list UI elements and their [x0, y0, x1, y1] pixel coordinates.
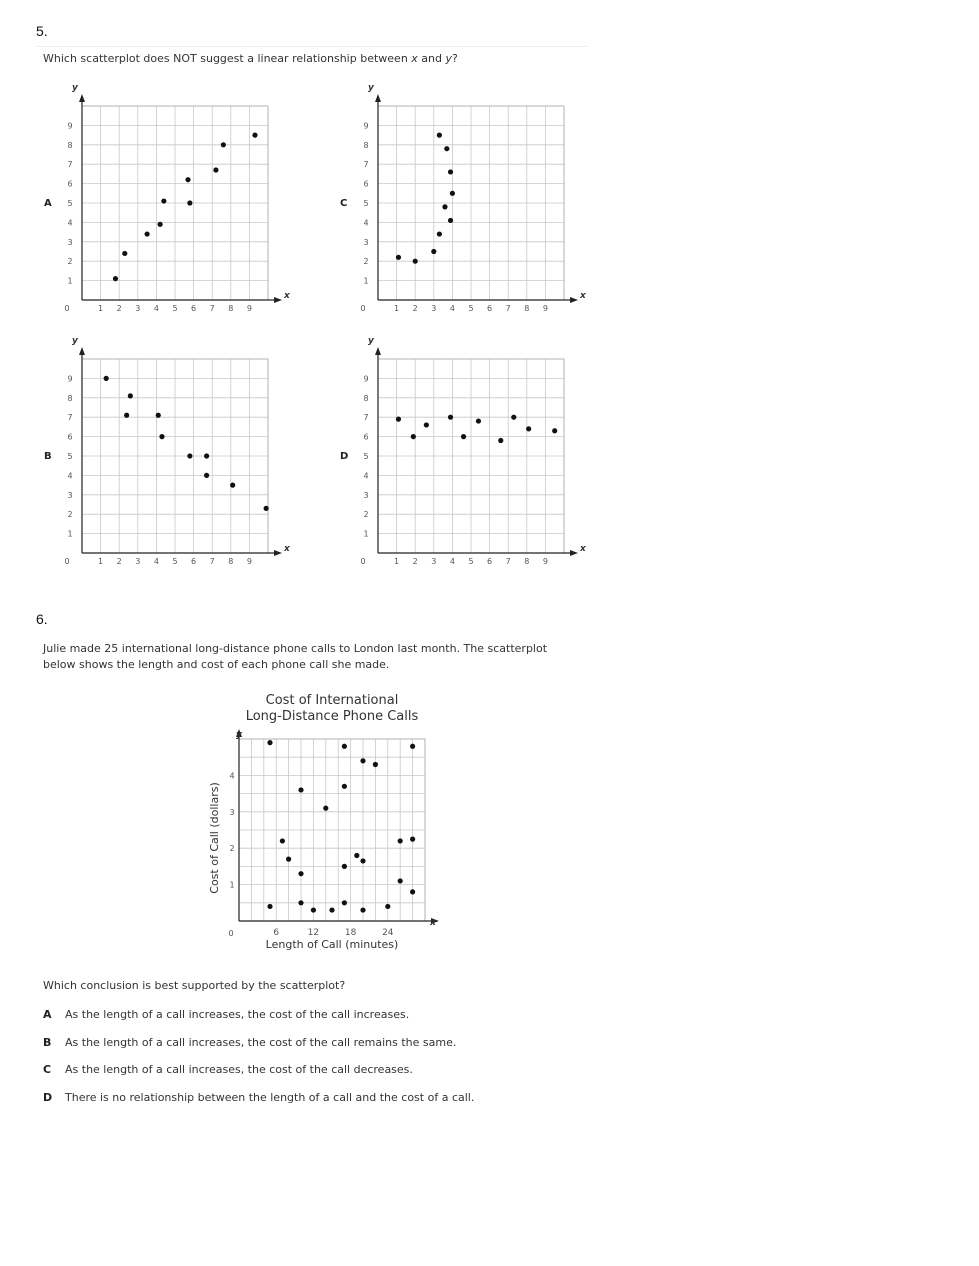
- y-tick-label: 4: [363, 218, 369, 228]
- data-point: [128, 393, 133, 398]
- y-tick-label: 2: [229, 844, 235, 854]
- choice-text: As the length of a call increases, the cost of the call remains the same.: [65, 1035, 457, 1049]
- data-point: [122, 251, 127, 256]
- data-point: [360, 858, 365, 863]
- data-point: [267, 904, 272, 909]
- y-tick-label: 8: [67, 393, 73, 403]
- x-tick-label: 2: [412, 557, 418, 566]
- x-axis-label: x: [580, 544, 586, 554]
- x-axis-arrow-icon: [570, 550, 578, 556]
- data-point: [298, 871, 303, 876]
- y-axis-label: y: [368, 336, 374, 346]
- data-point: [298, 787, 303, 792]
- y-tick-label: 9: [67, 121, 73, 131]
- data-point: [280, 838, 285, 843]
- x-tick-label: 24: [382, 928, 394, 938]
- y-tick-label: 3: [67, 490, 73, 500]
- question-5-prompt: Which scatterplot does NOT suggest a linear relationship between x and y?: [43, 52, 458, 65]
- x-tick-label: 5: [468, 304, 474, 313]
- data-point: [145, 231, 150, 236]
- y-tick-label: 1: [229, 880, 235, 890]
- answer-choice-b[interactable]: [43, 1036, 474, 1064]
- x-tick-label: 7: [209, 304, 215, 313]
- y-tick-label: 6: [67, 432, 73, 442]
- data-point: [396, 417, 401, 422]
- data-point: [448, 415, 453, 420]
- y-tick-label: 3: [67, 237, 73, 247]
- data-point: [511, 415, 516, 420]
- y-tick-label: 7: [363, 413, 369, 423]
- panel-label-a: A: [44, 198, 52, 209]
- choice-letter: A: [43, 1008, 52, 1021]
- x-tick-label: 12: [307, 928, 320, 938]
- x-tick-label: 5: [172, 557, 178, 566]
- y-tick-label: 2: [363, 257, 369, 267]
- data-point: [342, 744, 347, 749]
- data-point: [398, 878, 403, 883]
- x-tick-label: 18: [344, 928, 357, 938]
- x-tick-label: 6: [191, 557, 197, 566]
- x-tick-label: 8: [228, 304, 234, 313]
- x-axis-label: x: [580, 291, 586, 301]
- data-point: [104, 376, 109, 381]
- data-point: [204, 473, 209, 478]
- data-point: [552, 428, 557, 433]
- question-number-6: 6.: [36, 611, 48, 627]
- data-point: [161, 198, 166, 203]
- data-point: [252, 133, 257, 138]
- y-tick-label: 7: [363, 160, 369, 170]
- x-tick-label: 0: [64, 557, 70, 566]
- y-tick-label: 2: [67, 257, 73, 267]
- data-point: [413, 259, 418, 264]
- data-point: [156, 413, 161, 418]
- y-tick-label: 4: [67, 218, 73, 228]
- data-point: [360, 758, 365, 763]
- x-tick-label: 0: [64, 304, 70, 313]
- x-tick-label: 2: [116, 557, 122, 566]
- x-tick-label: 4: [153, 557, 159, 566]
- x-tick-label: 3: [135, 304, 141, 313]
- data-point: [298, 900, 303, 905]
- y-axis-title: Cost of Call (dollars): [208, 782, 221, 894]
- answer-choice-c[interactable]: [43, 1063, 474, 1091]
- question-number-5: 5.: [36, 23, 48, 39]
- y-tick-label: 8: [67, 140, 73, 150]
- data-point: [113, 276, 118, 281]
- data-point: [373, 762, 378, 767]
- answer-choices: [43, 1008, 474, 1118]
- data-point: [498, 438, 503, 443]
- x-tick-label: 5: [468, 557, 474, 566]
- y-tick-label: 7: [67, 160, 73, 170]
- data-point: [398, 838, 403, 843]
- data-point: [396, 255, 401, 260]
- x-tick-label: 4: [449, 557, 455, 566]
- data-point: [411, 434, 416, 439]
- choice-letter: C: [43, 1063, 52, 1076]
- choice-letter: B: [43, 1035, 52, 1049]
- data-point: [448, 169, 453, 174]
- y-tick-label: 1: [67, 276, 73, 286]
- x-tick-label: 3: [431, 304, 437, 313]
- choice-text: There is no relationship between the length of a call and the cost of a call.: [65, 1090, 475, 1104]
- y-tick-label: 2: [67, 510, 73, 520]
- data-point: [410, 837, 415, 842]
- x-tick-label: 6: [273, 928, 280, 938]
- x-tick-label: 7: [505, 304, 511, 313]
- data-point: [442, 204, 447, 209]
- x-axis-label: x: [284, 291, 290, 301]
- y-axis-arrow-icon: [375, 94, 381, 102]
- y-tick-label: 5: [363, 199, 369, 208]
- question-6-stem: Which conclusion is best supported by the scatterplot?: [43, 979, 346, 992]
- x-tick-label: 0: [360, 557, 366, 566]
- panel-label-b: B: [44, 451, 52, 462]
- x-tick-label: 3: [431, 557, 437, 566]
- x-tick-label: 6: [487, 304, 493, 313]
- y-tick-label: 1: [363, 529, 369, 539]
- panel-label-c: C: [340, 198, 348, 209]
- y-tick-label: 4: [363, 471, 369, 481]
- x-tick-label: 3: [135, 557, 141, 566]
- y-tick-label: 6: [67, 179, 73, 189]
- y-tick-label: 8: [363, 393, 369, 403]
- data-point: [204, 453, 209, 458]
- x-tick-label: 4: [153, 304, 159, 313]
- data-point: [221, 142, 226, 147]
- x-tick-label: 5: [172, 304, 178, 313]
- x-tick-label: 2: [116, 304, 122, 313]
- y-tick-label: 3: [363, 237, 369, 247]
- x-tick-label: 2: [412, 304, 418, 313]
- data-point: [437, 231, 442, 236]
- data-point: [410, 889, 415, 894]
- data-point: [213, 167, 218, 172]
- y-tick-label: 5: [67, 452, 73, 461]
- data-point: [342, 864, 347, 869]
- x-tick-label: 7: [505, 557, 511, 566]
- y-tick-label: 4: [229, 771, 235, 781]
- data-point: [187, 200, 192, 205]
- y-tick-label: 9: [363, 121, 369, 131]
- data-point: [410, 744, 415, 749]
- x-tick-label: 8: [228, 557, 234, 566]
- data-point: [230, 483, 235, 488]
- data-point: [124, 413, 129, 418]
- phone-chart-title: Cost of International Long-Distance Phone Calls: [245, 693, 419, 724]
- y-tick-label: 8: [363, 140, 369, 150]
- choice-text: As the length of a call increases, the cost of the call decreases.: [65, 1063, 413, 1076]
- y-tick-label: 6: [363, 179, 369, 189]
- x-axis-arrow-icon: [274, 297, 282, 303]
- x-tick-label: 7: [209, 557, 215, 566]
- y-axis-label: y: [368, 83, 374, 93]
- data-point: [311, 907, 316, 912]
- data-point: [323, 806, 328, 811]
- y-tick-label: 9: [67, 374, 73, 384]
- y-tick-label: 1: [67, 529, 73, 539]
- x-tick-label: 0: [360, 304, 366, 313]
- data-point: [461, 434, 466, 439]
- data-point: [329, 907, 334, 912]
- y-tick-label: 2: [363, 510, 369, 520]
- choice-letter: D: [43, 1090, 53, 1104]
- origin-label: 0: [228, 929, 234, 938]
- x-axis-arrow-icon: [274, 550, 282, 556]
- y-tick-label: 3: [229, 807, 235, 817]
- x-tick-label: 6: [487, 557, 493, 566]
- data-point: [264, 506, 269, 511]
- x-tick-label: 9: [246, 557, 252, 566]
- y-tick-label: 6: [363, 432, 369, 442]
- data-point: [385, 904, 390, 909]
- y-axis-label: y: [72, 336, 78, 346]
- data-point: [354, 853, 359, 858]
- y-axis-arrow-icon: [79, 347, 85, 355]
- x-tick-label: 9: [246, 304, 252, 313]
- data-point: [448, 218, 453, 223]
- data-point: [342, 900, 347, 905]
- y-tick-label: 3: [363, 490, 369, 500]
- y-tick-label: 9: [363, 374, 369, 384]
- x-tick-label: 1: [98, 304, 104, 313]
- y-tick-label: 5: [67, 199, 73, 208]
- data-point: [431, 249, 436, 254]
- choice-text: As the length of a call increases, the cost of the call increases.: [65, 1008, 410, 1021]
- x-axis-label: x: [284, 544, 290, 554]
- x-tick-label: 1: [394, 557, 400, 566]
- data-point: [267, 740, 272, 745]
- x-tick-label: 8: [524, 557, 530, 566]
- y-tick-label: 1: [363, 276, 369, 286]
- data-point: [158, 222, 163, 227]
- x-axis-var: x: [430, 918, 436, 928]
- x-tick-label: 1: [394, 304, 400, 313]
- question-6-prompt: Julie made 25 international long-distance phone calls to London last month. The scatterplot below shows the length and cost of each phone call she made.: [43, 642, 548, 671]
- data-point: [476, 418, 481, 423]
- x-tick-label: 1: [98, 557, 104, 566]
- y-axis-var: y: [236, 730, 242, 740]
- x-tick-label: 9: [542, 304, 548, 313]
- y-axis-arrow-icon: [79, 94, 85, 102]
- data-point: [437, 133, 442, 138]
- x-axis-arrow-icon: [570, 297, 578, 303]
- x-tick-label: 9: [542, 557, 548, 566]
- y-tick-label: 7: [67, 413, 73, 423]
- x-tick-label: 4: [449, 304, 455, 313]
- data-point: [159, 434, 164, 439]
- data-point: [342, 784, 347, 789]
- panel-label-d: D: [340, 451, 349, 462]
- answer-choice-d[interactable]: [43, 1091, 474, 1119]
- y-tick-label: 4: [67, 471, 73, 481]
- data-point: [450, 191, 455, 196]
- answer-choice-a[interactable]: [43, 1008, 474, 1036]
- x-axis-title: Length of Call (minutes): [265, 938, 399, 951]
- data-point: [187, 453, 192, 458]
- data-point: [424, 422, 429, 427]
- y-tick-label: 5: [363, 452, 369, 461]
- y-axis-label: y: [72, 83, 78, 93]
- y-axis-arrow-icon: [375, 347, 381, 355]
- data-point: [185, 177, 190, 182]
- data-point: [526, 426, 531, 431]
- data-point: [444, 146, 449, 151]
- data-point: [360, 907, 365, 912]
- data-point: [286, 857, 291, 862]
- x-tick-label: 8: [524, 304, 530, 313]
- x-tick-label: 6: [191, 304, 197, 313]
